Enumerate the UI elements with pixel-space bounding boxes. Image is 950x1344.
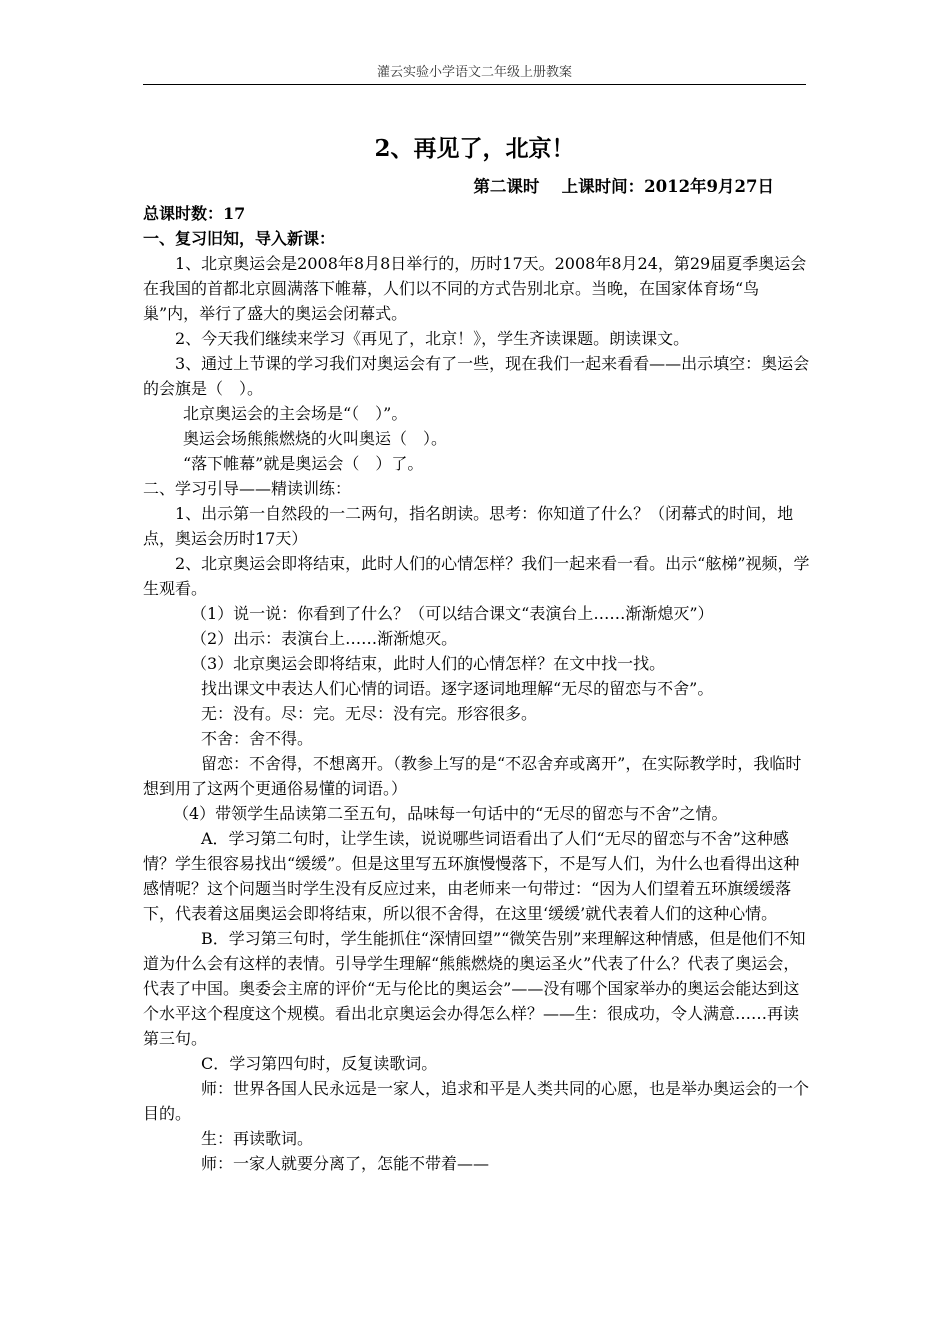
fill-blank-item: 奥运会场熊熊燃烧的火叫奥运（ ）。 <box>183 429 448 448</box>
paragraph: 师：世界各国人民永远是一家人，追求和平是人类共同的心愿，也是举办奥运会的一个目的。 <box>143 1079 810 1123</box>
fill-blank-item: “落下帷幕”就是奥运会（ ）了。 <box>183 454 424 473</box>
lesson-body <box>143 201 811 1176</box>
sub-detail: 无：没有。尽：完。无尽：没有完。形容很多。 <box>201 704 538 723</box>
section-heading-review: 一、复习旧知，导入新课： <box>143 229 336 248</box>
paragraph: 生：再读歌词。 <box>201 1129 314 1148</box>
sub-detail: 找出课文中表达人们心情的词语。逐字逐词地理解“无尽的留恋与不舍”。 <box>201 679 714 698</box>
paragraph: 3、通过上节课的学习我们对奥运会有了一些，现在我们一起来看看——出示填空：奥运会的会旗是（ ）。 <box>143 354 810 398</box>
paragraph: 2、北京奥运会即将结束，此时人们的心情怎样？我们一起来看一看。出示“舷梯”视频，学生观看。 <box>143 554 810 598</box>
paragraph: 1、北京奥运会是2008年8月8日举行的，历时17天。2008年8月24，第29届夏季奥运会在我国的首都北京圆满落下帷幕，人们以不同的方式告别北京。当晚，在国家体育场“鸟巢”内，举行了盛大的奥运会闭幕式。 <box>143 254 807 323</box>
paragraph: A．学习第二句时，让学生读，说说哪些词语看出了人们“无尽的留恋与不舍”这种感情？学生很容易找出“缓缓”。但是这里写五环旗慢慢落下，不是写人们，为什么也看得出这种感情呢？这个问题当时学生没有反应过来，由老师来一句带过：“因为人们望着五环旗缓缓落下，代表着这届奥运会即将结束，所以很不舍得，在这里‘缓缓’就代表着人们的这种心情。 <box>143 829 800 923</box>
header-rule <box>143 84 806 85</box>
sub-item: （1）说一说：你看到了什么？（可以结合课文“表演台上……渐渐熄灭”） <box>191 604 714 623</box>
fill-blank-item: 北京奥运会的主会场是“（ ）”。 <box>183 404 408 423</box>
section-heading-guidance: 二、学习引导——精读训练： <box>143 479 352 498</box>
total-hours: 总课时数：17 <box>143 204 246 223</box>
sub-item: （2）出示：表演台上……渐渐熄灭。 <box>191 629 458 648</box>
sub-item: （4）带领学生品读第二至五句，品味每一句话中的“无尽的留恋与不舍”之情。 <box>173 804 728 823</box>
paragraph: 师：一家人就要分离了，怎能不带着—— <box>201 1154 490 1173</box>
page-header: 灌云实验小学语文二年级上册教案 <box>376 65 572 80</box>
sub-detail: 留恋：不舍得，不想离开。（教参上写的是“不忍舍弃或离开”，在实际教学时，我临时想到用了这两个更通俗易懂的词语。） <box>143 754 802 798</box>
sub-item: （3）北京奥运会即将结束，此时人们的心情怎样？在文中找一找。 <box>191 654 666 673</box>
lesson-title: 2、再见了，北京！ <box>374 135 575 162</box>
lesson-subtitle: 第二课时 上课时间：2012年9月27日 <box>473 177 774 196</box>
paragraph: B．学习第三句时，学生能抓住“深情回望”“微笑告别”来理解这种情感，但是他们不知道为什么会有这样的表情。引导学生理解“熊熊燃烧的奥运圣火”代表了什么？代表了奥运会，代表了中国。奥委会主席的评价“无与伦比的奥运会”——没有哪个国家举办的奥运会能达到这个水平这个程度这个规模。看出北京奥运会办得怎么样？——生：很成功，令人满意……再读第三句。 <box>143 929 806 1048</box>
paragraph: C．学习第四句时，反复读歌词。 <box>201 1054 438 1073</box>
sub-detail: 不舍：舍不得。 <box>201 729 314 748</box>
paragraph: 2、今天我们继续来学习《再见了，北京！》，学生齐读课题。朗读课文。 <box>175 329 690 348</box>
paragraph: 1、出示第一自然段的一二两句，指名朗读。思考：你知道了什么？（闭幕式的时间，地点，奥运会历时17天） <box>143 504 794 548</box>
